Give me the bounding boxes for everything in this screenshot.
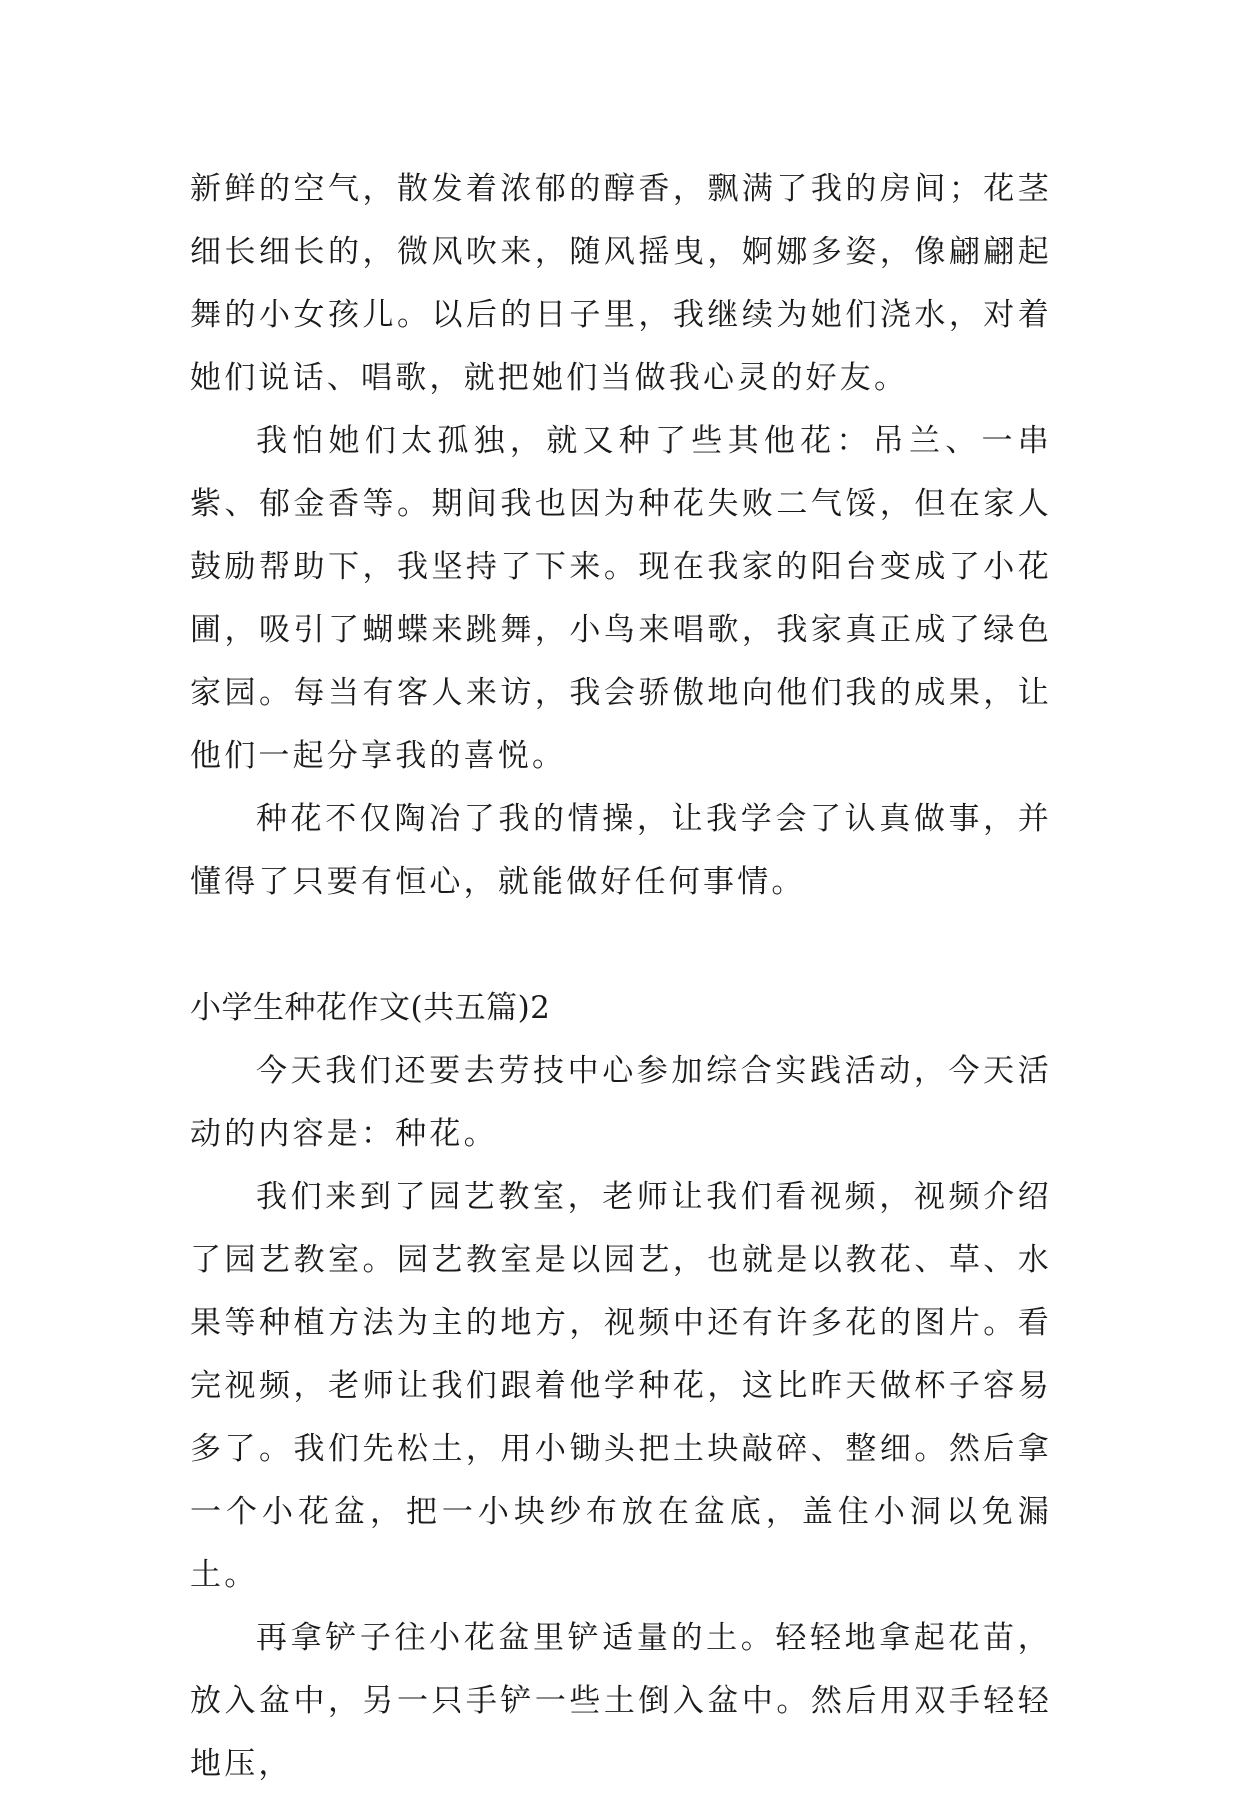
paragraph: 我怕她们太孤独，就又种了些其他花：吊兰、一串紫、郁金香等。期间我也因为种花失败二气馁，但在家人鼓励帮助下，我坚持了下来。现在我家的阳台变成了小花圃，吸引了蝴蝶来跳舞，小鸟来唱歌，我家真正成了绿色家园。每当有客人来访，我会骄傲地向他们我的成果，让他们一起分享我的喜悦。 <box>190 423 1052 774</box>
paragraph: 我们来到了园艺教室，老师让我们看视频，视频介绍了园艺教室。园艺教室是以园艺，也就是以教花、草、水果等种植方法为主的地方，视频中还有许多花的图片。看完视频，老师让我们跟着他学种花，这比昨天做杯子容易多了。我们先松土，用小锄头把土块敲碎、整细。然后拿一个小花盆，把一小块纱布放在盆底，盖住小洞以免漏土。 <box>190 1179 1052 1593</box>
section-title: 小学生种花作文(共五篇)2 <box>190 990 551 1026</box>
paragraph: 再拿铲子往小花盆里铲适量的土。轻轻地拿起花苗，放入盆中，另一只手铲一些土倒入盆中。然后用双手轻轻地压， <box>190 1620 1052 1782</box>
paragraph: 种花不仅陶冶了我的情操，让我学会了认真做事，并懂得了只要有恒心，就能做好任何事情。 <box>190 801 1052 900</box>
document-body <box>190 158 1052 1796</box>
paragraph-continued: 新鲜的空气，散发着浓郁的醇香，飘满了我的房间；花茎细长细长的，微风吹来，随风摇曳，婀娜多姿，像翩翩起舞的小女孩儿。以后的日子里，我继续为她们浇水，对着她们说话、唱歌，就把她们当做我心灵的好友。 <box>190 171 1052 396</box>
paragraph: 今天我们还要去劳技中心参加综合实践活动，今天活动的内容是：种花。 <box>190 1053 1052 1152</box>
